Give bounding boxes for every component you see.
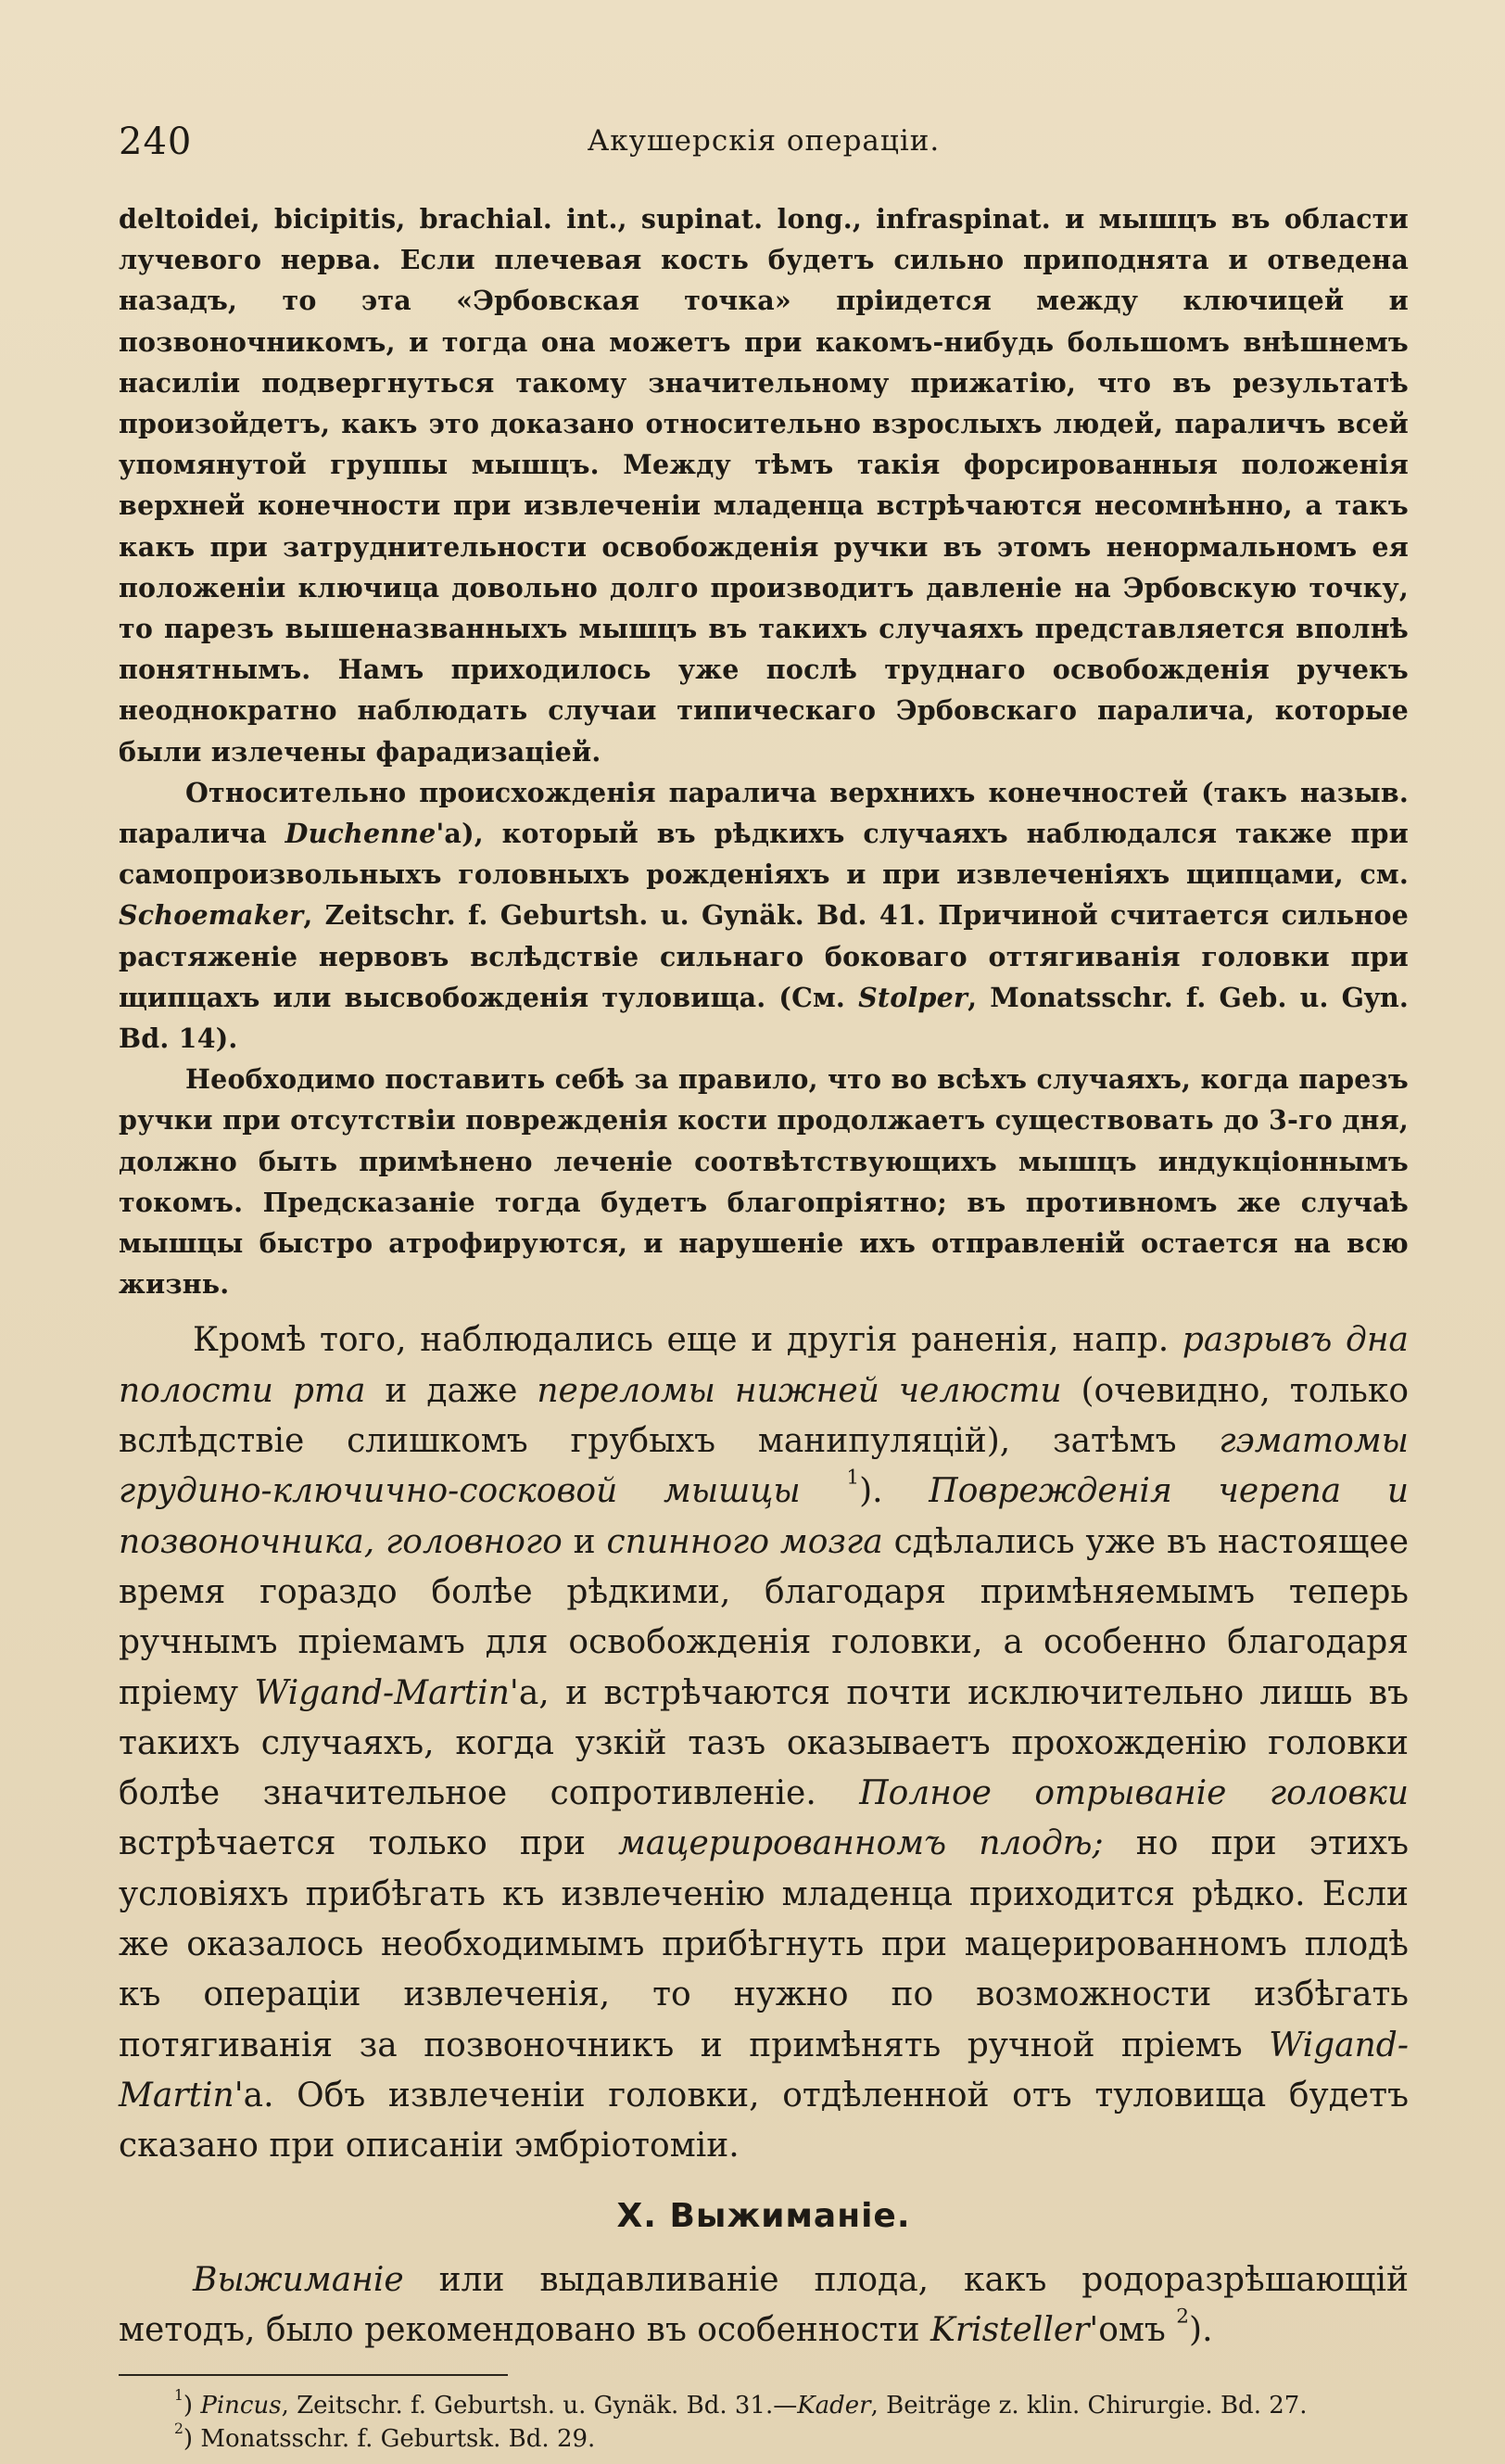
text-run: встрѣчается только при — [119, 1824, 619, 1863]
section-heading: X. Выжиманіе. — [616, 2196, 911, 2235]
section-text-block — [119, 2255, 1409, 2356]
text-run: и даже — [365, 1371, 538, 1410]
footnote-marker: 1 — [174, 2387, 183, 2405]
italic-run: спинного мозга — [606, 1522, 883, 1561]
italic-run: Kader — [797, 2392, 871, 2420]
text-run: но при этихъ условіяхъ прибѣгать къ извлеченію младенца приходится рѣдко. Если же оказалось необходимымъ прибѣгнуть при мацерированномъ плодѣ къ операціи извлеченія, то нужно по возможности избѣгать потягиванія за позвоночникъ и примѣнять ручной пріемъ — [119, 1824, 1409, 2064]
text-run: ). — [1189, 2310, 1213, 2349]
footnote-1 — [119, 2389, 1409, 2422]
body-text — [119, 198, 1409, 2456]
italic-run: Kristeller — [930, 2310, 1090, 2349]
text-run: 'а), который въ рѣдкихъ случаяхъ наблюдался также при самопроизвольныхъ головныхъ рожденіяхъ и при извлеченіяхъ щипцами, см. — [119, 818, 1409, 891]
footnote-2 — [119, 2422, 1409, 2456]
text-run: ) — [183, 2392, 201, 2420]
italic-run: мацерированномъ плодѣ; — [618, 1824, 1104, 1863]
footnotes — [119, 2389, 1409, 2456]
text-run: и — [562, 1522, 607, 1561]
paragraph-small-1 — [119, 198, 1409, 772]
text-run: Необходимо поставить себѣ за правило, что во всѣхъ случаяхъ, когда парезъ ручки при отсутствіи поврежденія кости продолжаетъ существовать до 3-го дня, должно быть примѣнено леченіе соотвѣтствующихъ мышцъ индукціоннымъ токомъ. Предсказаніе тогда будетъ благопріятно; въ противномъ же случаѣ мышцы быстро атрофируются, и нарушеніе ихъ отправленій остается на всю жизнь. — [119, 1063, 1409, 1301]
paragraph-section-1 — [119, 2255, 1409, 2356]
text-run — [801, 1472, 847, 1510]
italic-run: Schoemaker — [119, 899, 304, 932]
page-header — [119, 113, 1409, 169]
text-run: , Monatsschr. f. Geb. u. Gyn. Bd. 14). — [119, 981, 1409, 1055]
italic-run: Stolper — [858, 981, 968, 1013]
italic-run: Pincus — [200, 2392, 282, 2420]
page-number: 240 — [119, 121, 193, 163]
paragraph-main-1 — [119, 1315, 1409, 2171]
text-run: сдѣлались уже въ настоящее время гораздо болѣе рѣдкими, благодаря примѣняемымъ теперь ручнымъ пріемамъ для освобожденія головки, а особенно благодаря пріему — [119, 1522, 1409, 1712]
italic-run: Поврежденія черепа и позвоночника, головного — [119, 1472, 1410, 1561]
italic-run: гэматомы грудино-ключично-сосковой мышцы — [119, 1422, 1409, 1511]
footnote-marker: 2 — [174, 2420, 183, 2438]
text-run: 'а, и встрѣчаются почти исключительно лишь въ такихъ случаяхъ, когда узкій тазъ оказываетъ прохожденію головки болѣе значительное сопротивленіе. — [119, 1673, 1410, 1813]
text-run: ). — [859, 1472, 930, 1511]
paragraph-small-2 — [119, 772, 1409, 1059]
italic-run: разрывъ дна полости рта — [119, 1321, 1410, 1410]
text-run: ) Monatsschr. f. Geburtsk. Bd. 29. — [183, 2425, 596, 2454]
footnote-marker: 1 — [846, 1466, 860, 1490]
text-run: Относительно происхожденія паралича верхнихъ конечностей (такъ назыв. паралича — [119, 776, 1409, 850]
italic-run: Duchenne — [285, 818, 436, 850]
text-run: (очевидно, только вслѣдствіе слишкомъ грубыхъ манипуляцій), затѣмъ — [119, 1371, 1410, 1461]
running-title: Акушерскія операціи. — [587, 124, 941, 158]
italic-run: Wigand-Martin — [254, 1673, 510, 1712]
italic-run: Полное отрываніе головки — [859, 1774, 1410, 1813]
main-text-block — [119, 1315, 1409, 2171]
text-run: , Zeitschr. f. Geburtsh. u. Gynäk. Bd. 31.— — [281, 2392, 798, 2420]
small-print-block — [119, 198, 1409, 1304]
italic-run: Выжиманіе — [193, 2260, 404, 2299]
italic-run: Wigand-Martin — [119, 2026, 1409, 2115]
italic-run: переломы нижней челюсти — [537, 1371, 1062, 1410]
footnote-marker: 2 — [1176, 2305, 1190, 2329]
text-run: , Zeitschr. f. Geburtsh. u. Gynäk. Bd. 41. Причиной считается сильное растяженіе нервовъ вслѣдствіе сильнаго боковаго оттягиванія головки при щипцахъ или высвобожденія туловища. (См. — [119, 899, 1409, 1013]
text-run: deltoidei, bicipitis, brachial. int., supinat. long., infraspinat. и мышцъ въ области лучевого нерва. Если плечевая кость будетъ сильно приподнята и отведена назадъ, то эта «Эрбовская точка» пріидется между ключицей и позвоночникомъ, и тогда она можетъ при какомъ-нибудь большомъ внѣшнемъ насиліи подвергнуться такому значительному прижатію, что въ результатѣ произойдетъ, какъ это доказано относительно взрослыхъ людей, параличъ всей упомянутой группы мышцъ. Между тѣмъ такія форсированныя положенія верхней конечности при извлеченіи младенца встрѣчаются несомнѣнно, а такъ какъ при затруднительности освобожденія ручки въ этомъ ненормальномъ ея положеніи ключица довольно долго производитъ давленіе на Эрбовскую точку, то парезъ вышеназванныхъ мышцъ въ такихъ случаяхъ представляется вполнѣ понятнымъ. Намъ приходилось уже послѣ труднаго освобожденія ручекъ неоднократно наблюдать случаи типическаго Эрбовскаго паралича, которые были излечены фарадизаціей. — [119, 203, 1409, 768]
text-run: , Beiträge z. klin. Chirurgie. Bd. 27. — [870, 2392, 1308, 2420]
text-run: 'а. Объ извлеченіи головки, отдѣленной отъ туловища будетъ сказано при описаніи эмбріотоміи. — [119, 2076, 1409, 2166]
text-run: 'омъ — [1089, 2310, 1177, 2349]
paragraph-small-3 — [119, 1059, 1409, 1304]
text-run: или выдавливаніе плода, какъ родоразрѣшающій методъ, было рекомендовано въ особенности — [119, 2260, 1409, 2349]
footnote-divider — [119, 2374, 508, 2376]
text-run: Кромѣ того, наблюдались еще и другія раненія, напр. — [193, 1321, 1182, 1360]
